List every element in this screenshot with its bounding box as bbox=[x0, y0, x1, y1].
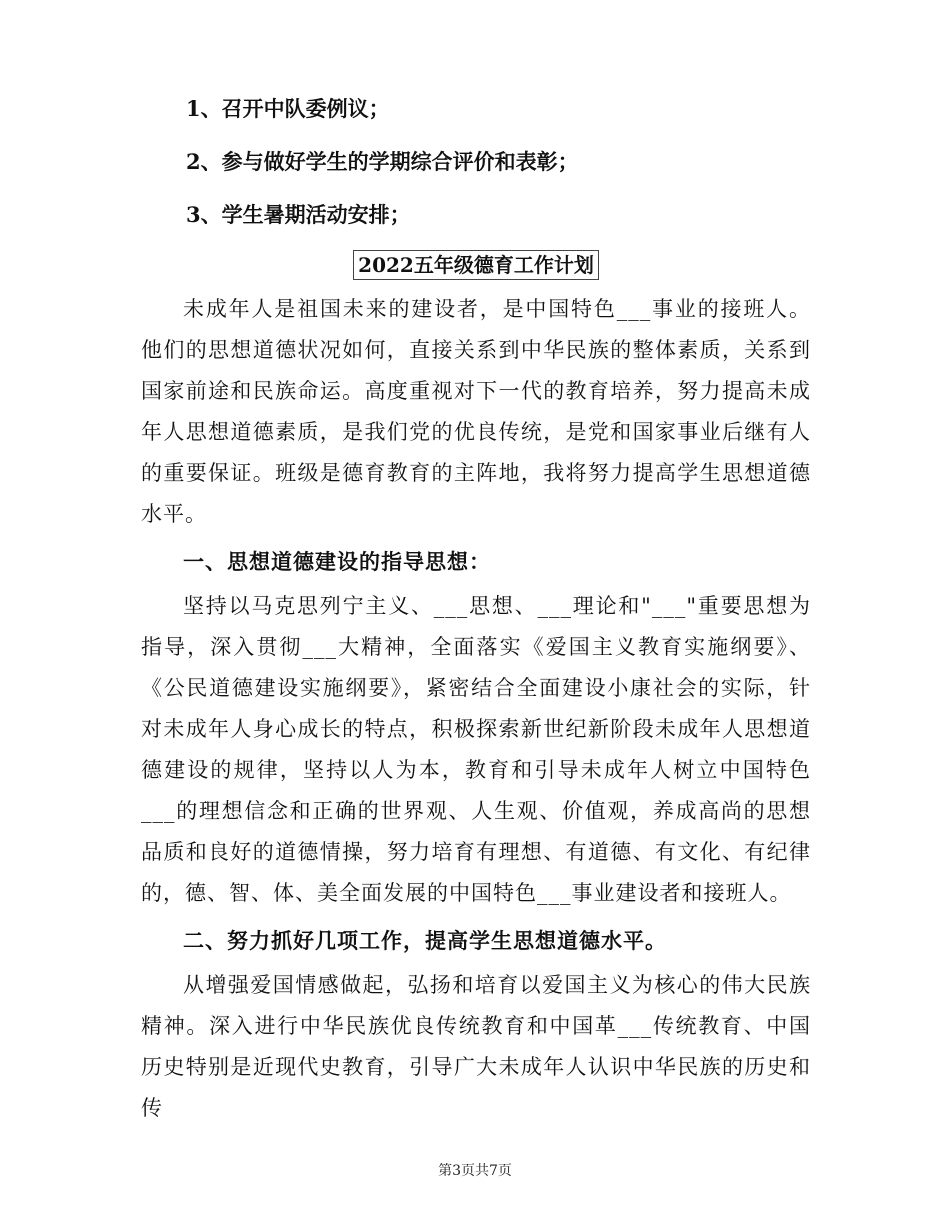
list-item-3: 3、学生暑期活动安排； bbox=[186, 202, 411, 227]
intro-paragraph: 未成年人是祖国未来的建设者，是中国特色___事业的接班人。他们的思想道德状况如何，直接关系到中华民族的整体素质，关系到国家前途和民族命运。高度重视对下一代的教育培养，努力提高未成年人思想道德素质，是我们党的优良传统，是党和国家事业后继有人的重要保证。班级是德育教育的主阵地，我将努力提高学生思想道德水平。 bbox=[141, 297, 811, 526]
section-body-1: 坚持以马克思列宁主义、___思想、___理论和"___"重要思想为指导，深入贯彻___大精神，全面落实《爱国主义教育实施纲要》、《公民道德建设实施纲要》，紧密结合全面建设小康社会的实际，针对未成年人身心成长的特点，积极探索新世纪新阶段未成年人思想道德建设的规律，坚持以人为本，教育和引导未成年人树立中国特色___的理想信念和正确的世界观、人生观、价值观，养成高尚的思想品质和良好的道德情操，努力培育有理想、有道德、有文化、有纪律的，德、智、体、美全面发展的中国特色___事业建设者和接班人。 bbox=[141, 594, 811, 905]
page-number: 第3页共7页 bbox=[438, 1163, 512, 1179]
section-heading-2: 二、努力抓好几项工作，提高学生思想道德水平。 bbox=[183, 928, 667, 953]
section-body-2: 从增强爱国情感做起，弘扬和培育以爱国主义为核心的伟大民族精神。深入进行中华民族优良传统教育和中国革___传统教育、中国历史特别是近现代史教育，引导广大未成年人认识中华民族的历史和传 bbox=[141, 973, 811, 1120]
document-content bbox=[141, 88, 811, 1129]
list-item-1: 1、召开中队委例议； bbox=[186, 96, 390, 121]
list-item-2: 2、参与做好学生的学期综合评价和表彰； bbox=[186, 149, 579, 174]
document-title: 2022五年级德育工作计划 bbox=[353, 250, 599, 280]
section-heading-1: 一、思想道德建设的指导思想： bbox=[183, 549, 491, 574]
document-title-row bbox=[141, 245, 811, 285]
